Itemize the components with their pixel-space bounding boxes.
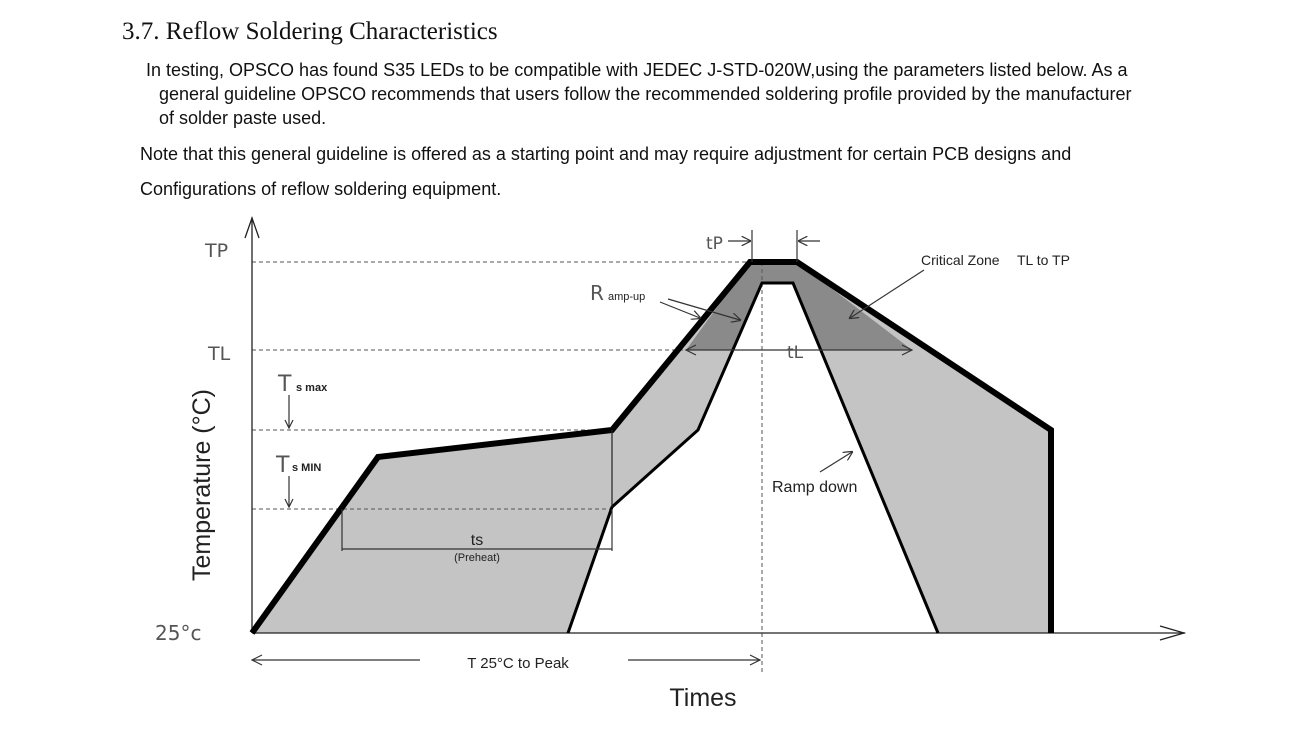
intro-line-1: In testing, OPSCO has found S35 LEDs to be compatible with JEDEC J-STD-020W,using the parameters listed below. As a	[146, 60, 1128, 80]
t25-to-peak-label: T 25°C to Peak	[467, 655, 569, 672]
ts-max-label: T	[278, 372, 292, 397]
ts-min-label: T	[276, 453, 290, 478]
x-axis-title: Times	[669, 684, 737, 712]
ts-min-subscript: s MIN	[292, 462, 322, 474]
tp-axis-label: TP	[205, 240, 229, 262]
base-temp-label: 25°c	[155, 621, 202, 645]
critical-zone-range: TL to TP	[1017, 252, 1070, 268]
critical-zone-label: Critical Zone	[921, 252, 1000, 268]
critical-zone-area	[686, 262, 912, 350]
intro-line-3: of solder paste used.	[159, 108, 327, 128]
outer-profile-area	[252, 262, 1051, 633]
intro-line-2: general guideline OPSCO recommends that users follow the recommended soldering profile provided by the manufacturer	[159, 84, 1132, 104]
ramp-up-label: amp-up	[608, 291, 646, 303]
note-line-1: Note that this general guideline is offered as a starting point and may require adjustment for certain PCB designs and	[140, 144, 1072, 164]
tl-axis-label: TL	[208, 343, 231, 365]
section-heading: 3.7. Reflow Soldering Characteristics	[122, 18, 498, 45]
note-line-2: Configurations of reflow soldering equipment.	[140, 179, 502, 199]
ts-max-subscript: s max	[296, 382, 328, 394]
y-axis-title: Temperature (°C)	[188, 389, 216, 581]
ramp-up-r: R	[590, 281, 604, 305]
tl-time-label: tL	[787, 343, 804, 363]
ts-label: ts	[470, 532, 484, 549]
tp-time-label: tP	[706, 234, 723, 254]
ramp-down-label: Ramp down	[772, 479, 858, 496]
preheat-label: (Preheat)	[454, 552, 500, 564]
